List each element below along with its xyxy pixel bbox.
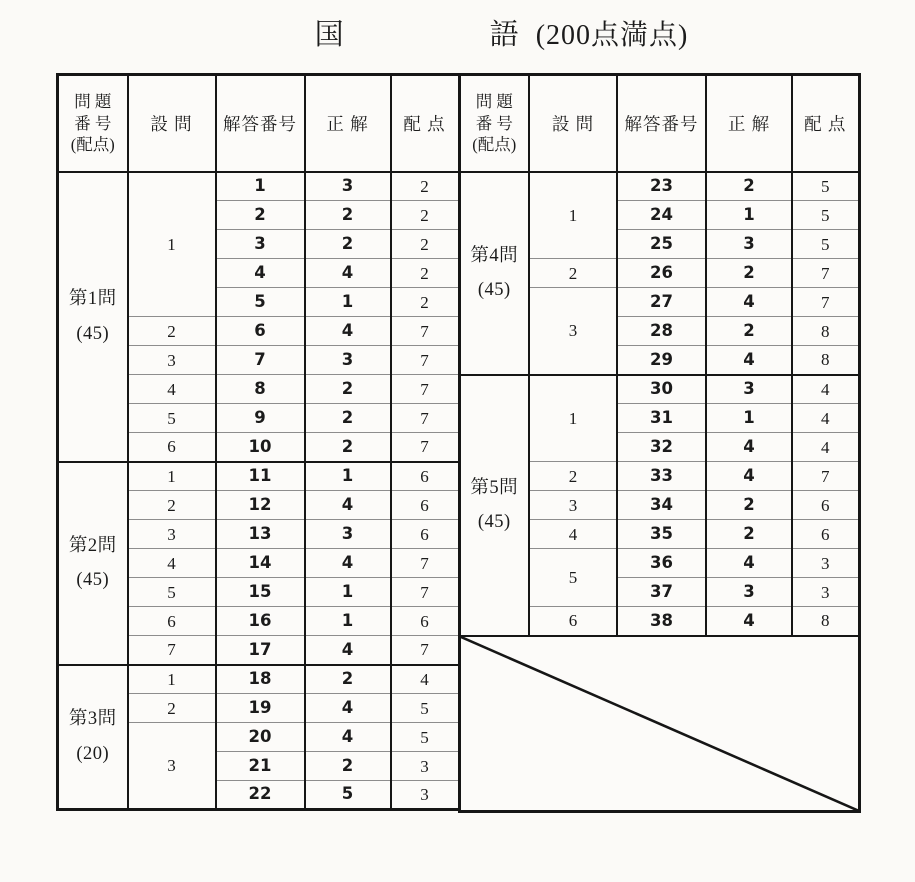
answer-table-left: [56, 73, 458, 811]
cell-correct-answer: 4: [706, 433, 792, 462]
cell-answer-number: 27: [617, 288, 706, 317]
section-points: (45): [76, 323, 110, 344]
cell-correct-answer: 5: [305, 781, 391, 810]
empty-diagonal-cell: [459, 636, 859, 812]
cell-answer-number: 7: [216, 346, 305, 375]
cell-points: 8: [792, 607, 859, 636]
cell-correct-answer: 2: [706, 172, 792, 201]
cell-correct-answer: 2: [305, 375, 391, 404]
title-subject-char-2: 語: [489, 19, 520, 51]
header-question-number-line1: 問 題: [475, 92, 513, 112]
section-points: (45): [76, 570, 110, 590]
cell-setsumon: 5: [128, 404, 216, 433]
section-title: 第4問: [470, 245, 519, 266]
cell-correct-answer: 1: [706, 201, 792, 230]
cell-correct-answer: 4: [305, 259, 391, 288]
cell-answer-number: 20: [216, 723, 305, 752]
cell-answer-number: 13: [216, 520, 305, 549]
cell-answer-number: 23: [617, 172, 706, 201]
cell-answer-number: 1: [216, 172, 305, 201]
title-subject-char-1: 国: [314, 19, 345, 51]
cell-correct-answer: 3: [706, 375, 792, 404]
cell-correct-answer: 1: [305, 578, 391, 607]
cell-answer-number: 12: [216, 491, 305, 520]
cell-answer-number: 28: [617, 317, 706, 346]
cell-correct-answer: 2: [305, 665, 391, 694]
table-row: [58, 665, 458, 694]
cell-points: 7: [391, 317, 458, 346]
cell-setsumon: 3: [128, 520, 216, 549]
cell-correct-answer: 2: [706, 259, 792, 288]
cell-points: 6: [391, 607, 458, 636]
cell-correct-answer: 1: [305, 288, 391, 317]
cell-correct-answer: 2: [706, 317, 792, 346]
cell-answer-number: 38: [617, 607, 706, 636]
cell-setsumon: 4: [529, 520, 617, 549]
cell-points: 8: [792, 317, 859, 346]
cell-answer-number: 21: [216, 752, 305, 781]
page: [0, 12, 915, 813]
cell-answer-number: 19: [216, 694, 305, 723]
cell-points: 2: [391, 201, 458, 230]
answer-table-right: [458, 73, 861, 813]
cell-correct-answer: 1: [706, 404, 792, 433]
header-question-number-line1: 問 題: [74, 92, 112, 112]
section-points: (20): [76, 743, 110, 764]
cell-points: 3: [792, 578, 859, 607]
cell-points: 4: [792, 375, 859, 404]
cell-answer-number: 3: [216, 230, 305, 259]
header-setsumon: 設 問: [529, 75, 617, 172]
cell-points: 6: [391, 491, 458, 520]
cell-correct-answer: 2: [706, 520, 792, 549]
cell-correct-answer: 4: [706, 346, 792, 375]
cell-answer-number: 37: [617, 578, 706, 607]
cell-setsumon: 3: [128, 723, 216, 810]
table-row: [58, 462, 458, 491]
cell-setsumon: 2: [128, 317, 216, 346]
cell-answer-number: 17: [216, 636, 305, 665]
cell-setsumon: 1: [128, 172, 216, 317]
cell-answer-number: 14: [216, 549, 305, 578]
cell-answer-number: 35: [617, 520, 706, 549]
header-points: 配 点: [792, 75, 859, 172]
cell-points: 7: [391, 549, 458, 578]
cell-correct-answer: 1: [305, 462, 391, 491]
header-question-number: [459, 75, 529, 172]
header-answer-number: 解答番号: [216, 75, 305, 172]
cell-points: 7: [792, 288, 859, 317]
cell-answer-number: 24: [617, 201, 706, 230]
cell-correct-answer: 2: [706, 491, 792, 520]
cell-points: 3: [391, 752, 458, 781]
cell-points: 5: [391, 723, 458, 752]
cell-points: 5: [792, 172, 859, 201]
cell-points: 8: [792, 346, 859, 375]
cell-correct-answer: 4: [305, 636, 391, 665]
cell-setsumon: 5: [529, 549, 617, 607]
cell-answer-number: 25: [617, 230, 706, 259]
cell-answer-number: 32: [617, 433, 706, 462]
header-question-number-line3: (配点): [70, 134, 115, 154]
cell-section: [58, 172, 128, 462]
cell-points: 4: [792, 404, 859, 433]
cell-correct-answer: 4: [305, 491, 391, 520]
cell-setsumon: 3: [529, 288, 617, 375]
cell-setsumon: 3: [529, 491, 617, 520]
cell-section: [58, 462, 128, 665]
answer-key-tables: [56, 73, 915, 813]
cell-setsumon: 6: [128, 433, 216, 462]
cell-points: 7: [391, 433, 458, 462]
cell-setsumon: 6: [529, 607, 617, 636]
cell-correct-answer: 4: [706, 549, 792, 578]
cell-correct-answer: 4: [305, 694, 391, 723]
cell-correct-answer: 2: [305, 433, 391, 462]
header-question-number: [58, 75, 128, 172]
cell-answer-number: 9: [216, 404, 305, 433]
table-row: [58, 172, 458, 201]
cell-points: 2: [391, 230, 458, 259]
cell-answer-number: 22: [216, 781, 305, 810]
cell-points: 2: [391, 288, 458, 317]
cell-correct-answer: 4: [305, 723, 391, 752]
header-row: [459, 75, 859, 172]
section-points: (45): [477, 280, 511, 300]
header-correct-answer: 正 解: [305, 75, 391, 172]
cell-points: 5: [391, 694, 458, 723]
cell-correct-answer: 3: [706, 578, 792, 607]
cell-setsumon: 1: [529, 172, 617, 259]
cell-answer-number: 18: [216, 665, 305, 694]
header-question-number-line2: 番 号: [475, 113, 513, 133]
cell-answer-number: 16: [216, 607, 305, 636]
title-points-note: (200点満点): [535, 20, 689, 51]
table-row: [459, 636, 859, 812]
cell-points: 7: [391, 375, 458, 404]
cell-correct-answer: 4: [305, 317, 391, 346]
cell-answer-number: 6: [216, 317, 305, 346]
cell-answer-number: 30: [617, 375, 706, 404]
cell-answer-number: 5: [216, 288, 305, 317]
cell-points: 2: [391, 259, 458, 288]
header-answer-number: 解答番号: [617, 75, 706, 172]
cell-points: 7: [391, 346, 458, 375]
cell-setsumon: 4: [128, 375, 216, 404]
cell-points: 3: [792, 549, 859, 578]
cell-answer-number: 4: [216, 259, 305, 288]
cell-correct-answer: 4: [305, 549, 391, 578]
cell-answer-number: 34: [617, 491, 706, 520]
cell-correct-answer: 2: [305, 201, 391, 230]
cell-section: [58, 665, 128, 810]
cell-points: 7: [391, 578, 458, 607]
cell-correct-answer: 2: [305, 752, 391, 781]
cell-answer-number: 15: [216, 578, 305, 607]
header-setsumon: 設 問: [128, 75, 216, 172]
cell-correct-answer: 3: [305, 520, 391, 549]
cell-correct-answer: 4: [706, 462, 792, 491]
header-points: 配 点: [391, 75, 458, 172]
section-points: (45): [477, 512, 511, 532]
cell-answer-number: 10: [216, 433, 305, 462]
cell-correct-answer: 2: [305, 230, 391, 259]
cell-setsumon: 2: [128, 491, 216, 520]
cell-answer-number: 2: [216, 201, 305, 230]
cell-setsumon: 6: [128, 607, 216, 636]
cell-section: [459, 375, 529, 636]
cell-points: 6: [391, 520, 458, 549]
cell-setsumon: 7: [128, 636, 216, 665]
diagonal-line: [461, 637, 858, 811]
cell-points: 4: [391, 665, 458, 694]
cell-answer-number: 33: [617, 462, 706, 491]
cell-points: 7: [391, 404, 458, 433]
cell-points: 7: [792, 259, 859, 288]
cell-answer-number: 11: [216, 462, 305, 491]
cell-points: 7: [391, 636, 458, 665]
header-row: [58, 75, 458, 172]
cell-correct-answer: 2: [305, 404, 391, 433]
cell-points: 7: [792, 462, 859, 491]
cell-points: 6: [792, 520, 859, 549]
cell-points: 5: [792, 201, 859, 230]
section-title: 第1問: [68, 289, 117, 309]
cell-setsumon: 2: [128, 694, 216, 723]
cell-points: 5: [792, 230, 859, 259]
cell-correct-answer: 3: [305, 172, 391, 201]
cell-setsumon: 5: [128, 578, 216, 607]
cell-setsumon: 1: [529, 375, 617, 462]
section-title: 第5問: [470, 477, 519, 498]
cell-section: [459, 172, 529, 375]
cell-correct-answer: 4: [706, 607, 792, 636]
cell-answer-number: 31: [617, 404, 706, 433]
document-title-line: [315, 12, 689, 53]
cell-answer-number: 8: [216, 375, 305, 404]
cell-setsumon: 2: [529, 259, 617, 288]
cell-answer-number: 36: [617, 549, 706, 578]
header-question-number-line3: (配点): [472, 134, 517, 154]
document-title: [0, 12, 915, 53]
cell-setsumon: 2: [529, 462, 617, 491]
cell-correct-answer: 4: [706, 288, 792, 317]
cell-correct-answer: 1: [305, 607, 391, 636]
cell-points: 6: [391, 462, 458, 491]
cell-correct-answer: 3: [305, 346, 391, 375]
cell-setsumon: 1: [128, 665, 216, 694]
cell-correct-answer: 3: [706, 230, 792, 259]
cell-points: 2: [391, 172, 458, 201]
cell-setsumon: 3: [128, 346, 216, 375]
section-title: 第2問: [68, 535, 117, 556]
section-title: 第3問: [68, 709, 117, 730]
header-question-number-line2: 番 号: [74, 113, 112, 133]
header-correct-answer: 正 解: [706, 75, 792, 172]
cell-setsumon: 4: [128, 549, 216, 578]
cell-answer-number: 26: [617, 259, 706, 288]
cell-answer-number: 29: [617, 346, 706, 375]
table-row: [459, 375, 859, 404]
cell-points: 3: [391, 781, 458, 810]
cell-points: 4: [792, 433, 859, 462]
table-row: [459, 172, 859, 201]
cell-setsumon: 1: [128, 462, 216, 491]
cell-points: 6: [792, 491, 859, 520]
